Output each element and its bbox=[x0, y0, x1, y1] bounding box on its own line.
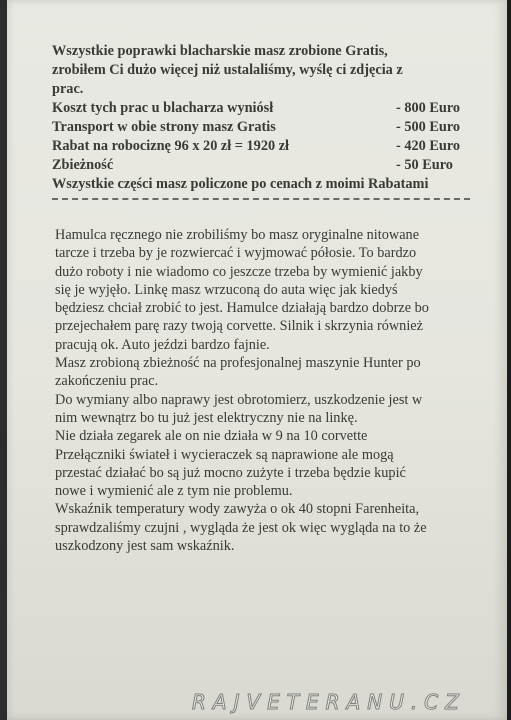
cost-amount: - 420 Euro bbox=[396, 138, 461, 154]
intro-line: zrobiłem Ci dużo więcej niż ustalaliśmy, wyślę ci zdjęcia z bbox=[52, 62, 403, 78]
cost-label: Rabat na robociznę 96 x 20 zł = 1920 zł bbox=[52, 138, 290, 154]
cost-amount: - 50 Euro bbox=[396, 157, 453, 173]
cost-row bbox=[52, 156, 482, 175]
body-line: Hamulca ręcznego nie zrobiliśmy bo masz oryginalne nitowane bbox=[55, 227, 420, 243]
body-line: dużo roboty i nie wiadomo co jeszcze trzeba by wymienić jakby bbox=[55, 263, 423, 280]
header-section bbox=[52, 42, 482, 200]
dashed-divider bbox=[52, 198, 470, 200]
cost-row bbox=[52, 118, 482, 137]
intro-line: Wszystkie poprawki blacharskie masz zrobione Gratis, bbox=[52, 43, 388, 59]
body-line: Nie działa zegarek ale on nie działa w 9 na 10 corvette bbox=[55, 428, 368, 445]
cost-row bbox=[52, 99, 482, 118]
intro-line: prac. bbox=[52, 81, 84, 97]
watermark: RAJVETERANU.CZ bbox=[192, 690, 466, 714]
cost-row bbox=[52, 137, 482, 156]
cost-amount: - 500 Euro bbox=[396, 119, 461, 135]
body-line: sprawdzaliśmy czujni , wygląda że jest ok więc wygląda na to że bbox=[55, 519, 427, 536]
cost-label: Transport w obie strony masz Gratis bbox=[52, 119, 276, 135]
body-line: się je wyjęło. Linkę masz wrzuconą do auta więc jak kiedyś bbox=[55, 281, 398, 298]
cost-label: Koszt tych prac u blacharza wyniósł bbox=[52, 100, 274, 116]
body-line: przestać działać bo są już mocno zużyte i trzeba będzie kupić bbox=[55, 464, 406, 481]
body-line: tarcze i trzeba by je rozwiercać i wyjmować półosie. To bardzo bbox=[55, 245, 417, 262]
body-line: Do wymiany albo naprawy jest obrotomierz, uszkodzenie jest w bbox=[55, 391, 423, 408]
body-line: pracują ok. Auto jeździ bardzo fajnie. bbox=[55, 336, 270, 353]
dark-background-edge bbox=[507, 0, 511, 720]
body-line: Przełączniki świateł i wycieraczek są naprawione ale mogą bbox=[55, 446, 394, 463]
body-section bbox=[55, 226, 487, 555]
body-line: zakończeniu prac. bbox=[55, 373, 159, 390]
body-line: nim wewnątrz bo tu już jest elektryczny nie na linkę. bbox=[55, 409, 358, 426]
body-line: uszkodzony jest sam wskaźnik. bbox=[55, 538, 235, 555]
body-line: będziesz chciał zrobić to jest. Hamulce działają bardzo dobrze bo bbox=[55, 300, 429, 317]
body-line: przejechałem parę razy twoją corvette. Silnik i skrzynia również bbox=[55, 318, 423, 335]
body-line: Wskaźnik temperatury wody zawyża o ok 40 stopni Farenheita, bbox=[55, 501, 420, 518]
cost-label: Zbieżność bbox=[52, 157, 114, 173]
cost-amount: - 800 Euro bbox=[396, 100, 461, 116]
body-line: Masz zrobioną zbieżność na profesjonalnej maszynie Hunter po bbox=[55, 355, 421, 372]
paper-sheet bbox=[7, 0, 507, 720]
parts-note: Wszystkie części masz policzone po cenach z moimi Rabatami bbox=[52, 176, 429, 192]
body-line: nowe i wymienić ale z tym nie problemu. bbox=[55, 483, 293, 500]
